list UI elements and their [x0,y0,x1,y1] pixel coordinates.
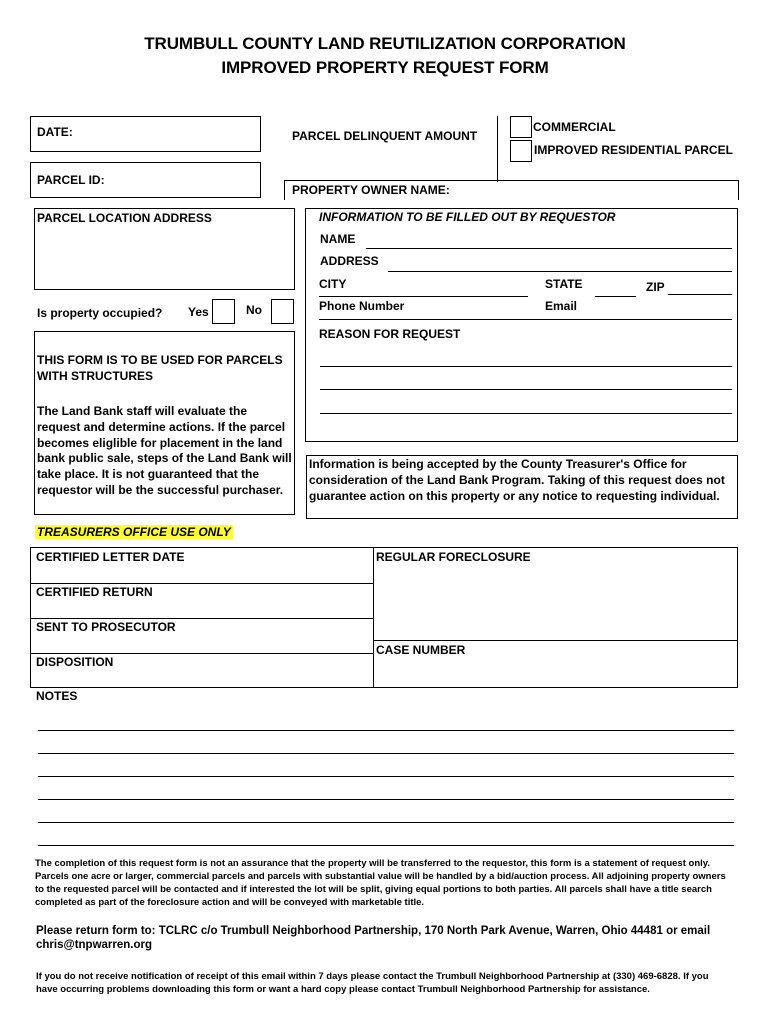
commercial-label: COMMERCIAL [533,120,616,134]
notes-line-2[interactable] [38,753,734,754]
date-field[interactable] [30,116,261,152]
requestor-address-label: ADDRESS [320,254,379,268]
parcel-location-address-field[interactable] [34,208,295,290]
occupied-yes-checkbox[interactable] [212,299,235,324]
requestor-address-line[interactable] [388,271,732,272]
disclaimer-text: The completion of this request form is not an assurance that the property will be transferred to the requestor, this form is a statement of request only. Parcels one acre or larger, commercial parcels and parcels with substantial value will be handled by a bid/auction process. All adjoining property owners to the requested parcel will be contacted and if interested the lot will be split, giving equal portions to both parties. All parcels shall have a title search completed as part of the foreclosure action and will be conveyed with marketable title. [35,858,726,908]
requestor-info-section [305,208,738,442]
date-label: DATE: [37,125,73,139]
occupied-question: Is property occupied? [37,306,163,320]
owner-name-top-line [284,180,738,181]
treasurer-info-text: Information is being accepted by the County Treasurer's Office for consideration of the Land Bank Program. Taking of this request does not guarantee action on this property or any notice to requesting individual. [309,457,725,503]
office-use-right-divider [373,640,738,641]
form-title-line2: IMPROVED PROPERTY REQUEST FORM [221,58,549,77]
improved-residential-label: IMPROVED RESIDENTIAL PARCEL [534,143,733,157]
commercial-checkbox[interactable] [510,116,532,138]
owner-name-left-edge [284,180,285,200]
requestor-heading: INFORMATION TO BE FILLED OUT BY REQUESTOR [319,210,616,224]
requestor-phone-label: Phone Number [319,299,405,313]
requestor-name-label: NAME [320,232,356,246]
reason-line-3[interactable] [320,413,732,414]
improved-residential-checkbox[interactable] [510,140,532,162]
treasurers-office-use-heading: TREASURERS OFFICE USE ONLY [37,525,231,539]
reason-line-2[interactable] [320,389,732,390]
requestor-phone-email-line[interactable] [319,319,732,320]
requestor-city-line[interactable] [319,296,528,297]
notes-line-1[interactable] [38,730,734,731]
parcel-id-field[interactable] [30,162,261,198]
office-use-row-divider-3 [30,653,373,654]
occupied-yes-label: Yes [188,305,209,319]
disposition-label: DISPOSITION [36,655,114,669]
delinquent-amount-divider [497,116,498,182]
return-email: chris@tnpwarren.org [36,939,153,951]
certified-letter-date-label: CERTIFIED LETTER DATE [36,550,185,564]
sent-to-prosecutor-label: SENT TO PROSECUTOR [36,620,176,634]
case-number-label: CASE NUMBER [376,643,466,657]
structures-notice-box [34,331,295,515]
reason-for-request-label: REASON FOR REQUEST [319,327,461,341]
return-instructions-line1: Please return form to: TCLRC c/o Trumbull Neighborhood Partnership, 170 North Park Avenue, Warren, Ohio 44481 or email [36,925,711,937]
requestor-state-line[interactable] [595,296,636,297]
owner-name-right-edge [738,180,739,200]
requestor-city-label: CITY [319,277,347,291]
regular-foreclosure-label: REGULAR FORECLOSURE [376,550,531,564]
notes-label: NOTES [36,689,78,703]
land-bank-evaluation-text: The Land Bank staff will evaluate the request and determine actions. If the parcel becomes eliglible for placement in the land bank public sale, steps of the Land Bank will take place. It is not guaranteed that the requestor will be the successful purchaser. [37,404,292,497]
office-use-column-divider [373,547,374,688]
property-owner-name-label: PROPERTY OWNER NAME: [292,183,450,197]
notes-line-4[interactable] [38,799,734,800]
notes-line-5[interactable] [38,822,734,823]
certified-return-label: CERTIFIED RETURN [36,585,153,599]
notes-line-6[interactable] [38,845,734,846]
requestor-email-label: Email [545,299,578,313]
notification-text: If you do not receive notification of receipt of this email within 7 days please contact the Trumbull Neighborhood Partnership at (330) 469-6828. If you have occurring problems downloading this form or want a hard copy please contact Trumbull Neighborhood Partnership for assistance. [36,971,709,995]
requestor-name-line[interactable] [366,248,732,249]
requestor-state-label: STATE [545,277,583,291]
office-use-row-divider-2 [30,618,373,619]
parcel-delinquent-amount-label: PARCEL DELINQUENT AMOUNT [292,129,478,143]
notes-line-3[interactable] [38,776,734,777]
reason-line-1[interactable] [320,366,732,367]
occupied-no-checkbox[interactable] [271,299,294,324]
form-title-line1: TRUMBULL COUNTY LAND REUTILIZATION CORPORATION [144,34,626,53]
structures-notice-text: THIS FORM IS TO BE USED FOR PARCELS WITH STRUCTURES [37,353,283,383]
parcel-id-label: PARCEL ID: [37,173,105,187]
treasurer-info-box [306,455,738,519]
office-use-row-divider-1 [30,583,373,584]
property-owner-name-input[interactable] [288,182,734,199]
requestor-zip-label: ZIP [646,280,665,294]
requestor-zip-line[interactable] [668,294,732,295]
parcel-location-address-label: PARCEL LOCATION ADDRESS [37,211,212,225]
occupied-no-label: No [246,303,262,317]
